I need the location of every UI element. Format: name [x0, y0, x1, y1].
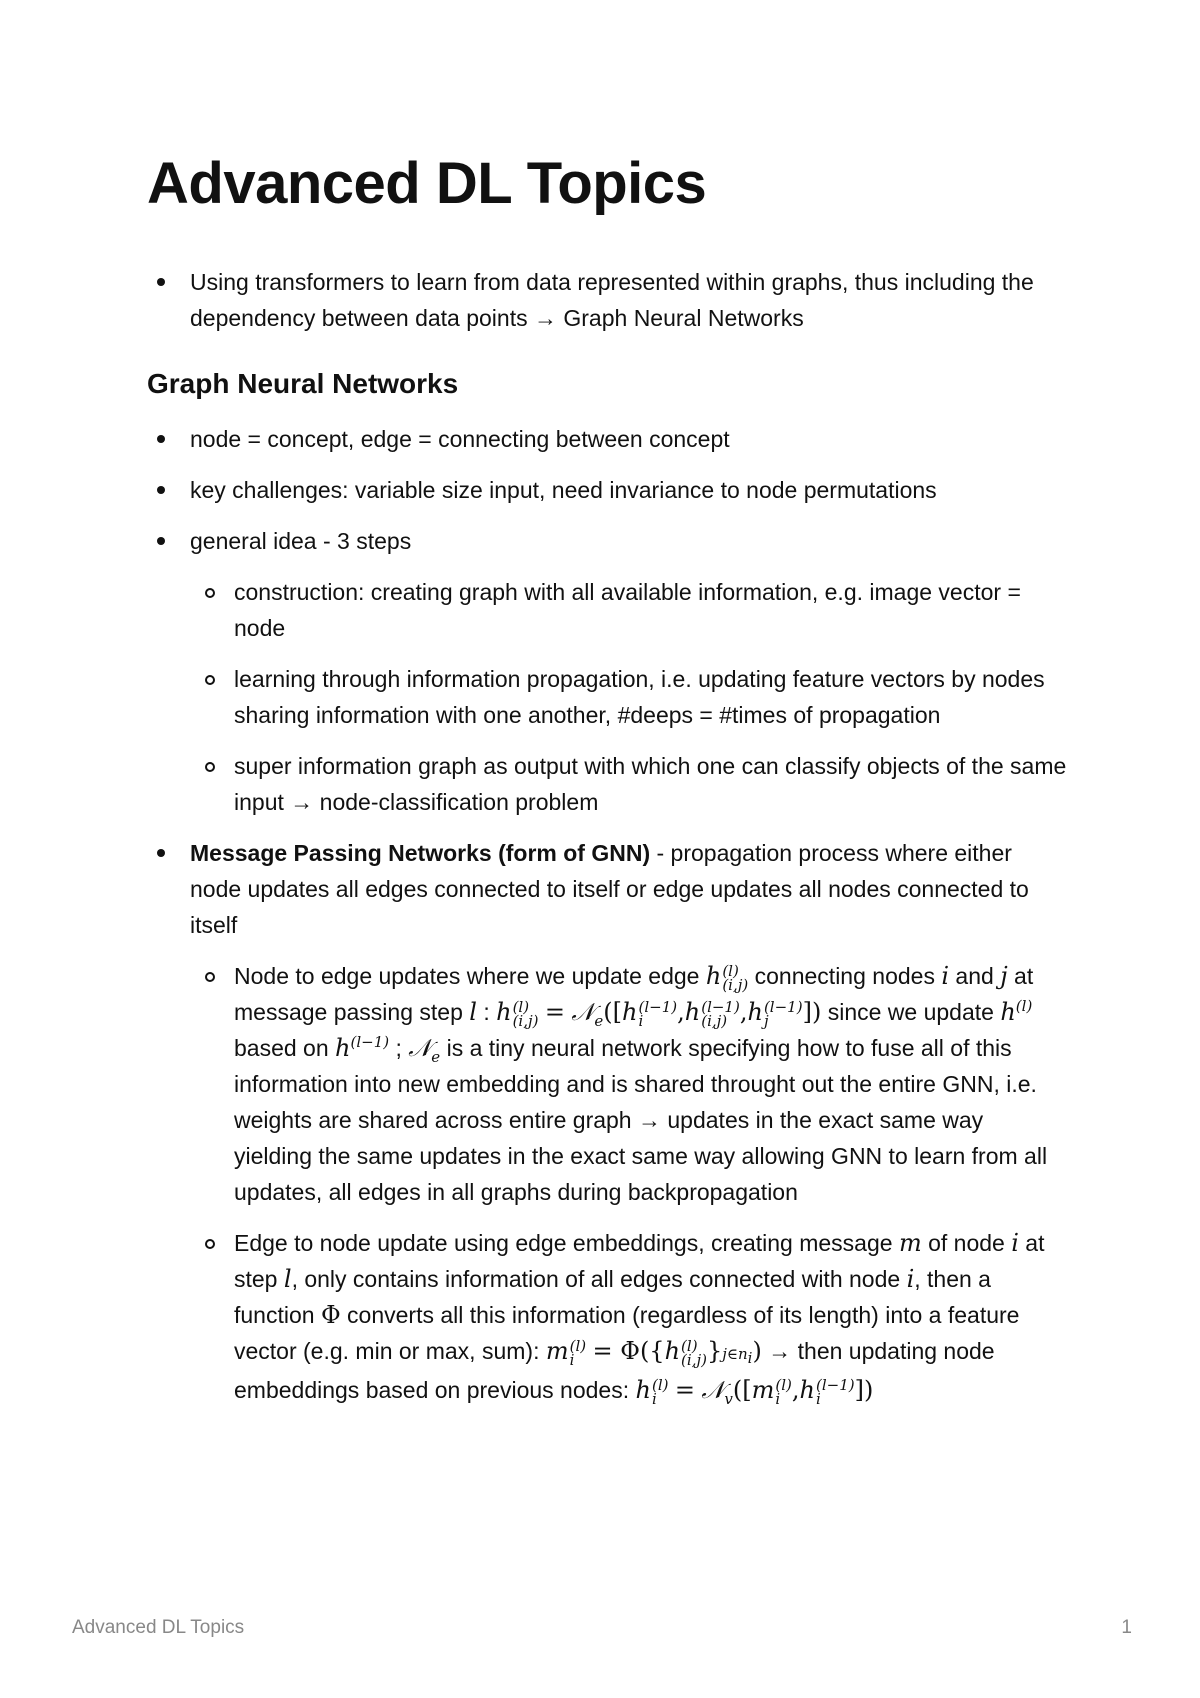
page-title: Advanced DL Topics	[147, 151, 707, 216]
list-item	[147, 835, 1067, 1408]
sub-list-item: Edge to node update using edge embeddings, creating message m of node i at step l, only contains information of all edges connected with node i, then a function Φ converts all this information (regardless of its length) into a feature vector (e.g. min or max, sum): m (l) i = Φ({h (l) (i,j) }$j\in n_i$) → then updating node embeddings based on previous nodes: h (l) i = 𝒩$_v$([m (l) i ,h (l−1) i ])	[147, 1225, 1067, 1408]
math-edge-update: h	[496, 998, 512, 1026]
list-item: node = concept, edge = connecting between concept	[147, 421, 1067, 457]
sub-list-item: learning through information propagation, i.e. updating feature vectors by nodes sharing information with one another, #deeps = #times of propagation	[147, 661, 1067, 733]
sub-list-item: construction: creating graph with all available information, e.g. image vector = node	[147, 574, 1067, 646]
steps-sublist	[190, 574, 1067, 820]
section-heading: Graph Neural Networks	[147, 368, 459, 399]
intro-list	[147, 264, 1067, 336]
list-item: key challenges: variable size input, need invariance to node permutations	[147, 472, 1067, 508]
list-item	[147, 523, 1067, 820]
gnn-list	[147, 421, 1067, 1423]
bold-term: Message Passing Networks (form of GNN)	[190, 840, 651, 866]
sub-list-item: Node to edge updates where we update edge h (l) (i,j) connecting nodes i and j at message passing step l : h (l) (i,j) = 𝒩$_e$([h (l−1) i ,h (l−1) (i,j) ,h (l−1) j ]) since we update $h^{(l)}$ based on $h^{(l-1)}$ ; 𝒩$_e$ is a tiny neural network specifying how to fuse all of this information into new embedding and is shared throught out the entire GNN, i.e. weights are shared across entire graph → updates in the exact same way yielding the same updates in the exact same way allowing GNN to learn from all updates, all edges in all graphs during backpropagation	[147, 958, 1067, 1210]
page-number: 1	[1121, 1617, 1132, 1638]
message-passing-sublist	[190, 958, 1067, 1408]
footer-title: Advanced DL Topics	[72, 1617, 245, 1638]
math-message: m	[545, 1337, 569, 1365]
list-item-text: - propagation process where either node updates all edges connected to itself or edge updates all nodes connected to itself	[190, 840, 1029, 938]
list-item-text: general idea - 3 steps	[190, 528, 412, 554]
sub-list-item: super information graph as output with which one can classify objects of the same input → node-classification problem	[147, 748, 1067, 820]
math-node-update: h	[635, 1376, 651, 1404]
math-h-edge: h	[705, 962, 722, 990]
intro-bullet: Using transformers to learn from data represented within graphs, thus including the dependency between data points → Graph Neural Networks	[147, 264, 1067, 336]
